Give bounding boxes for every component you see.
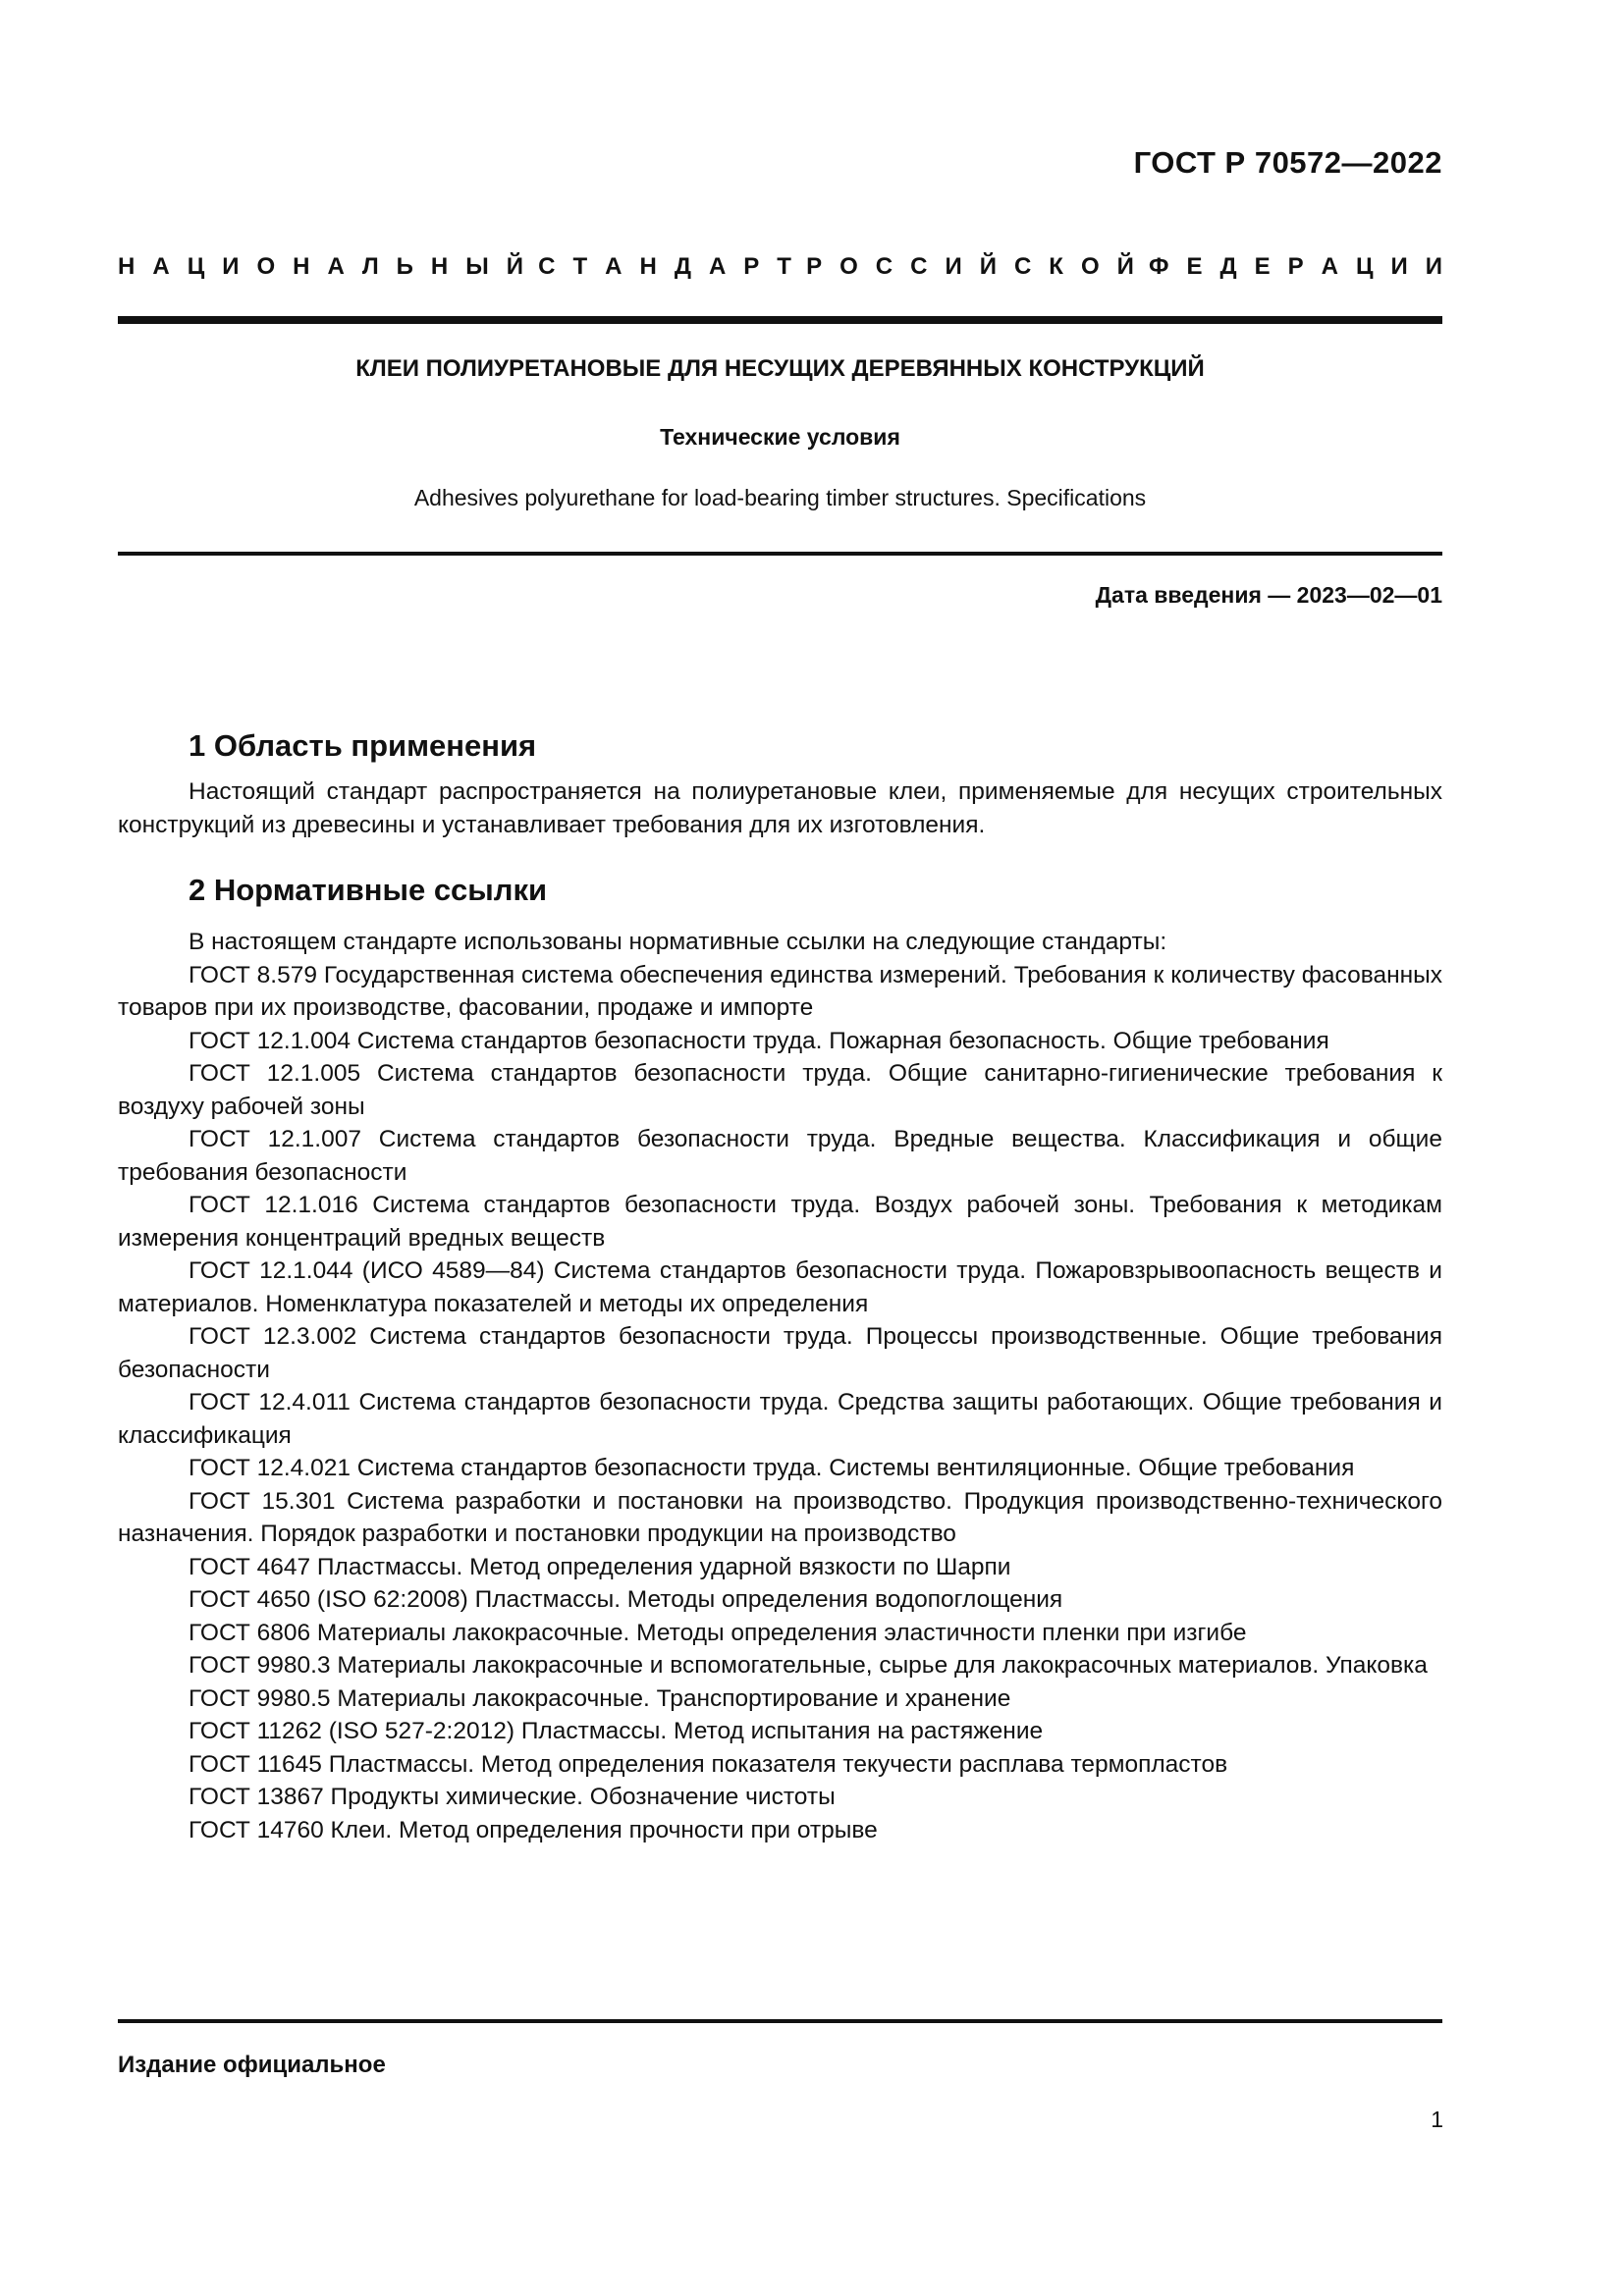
section-2-heading: 2 Нормативные ссылки	[189, 873, 548, 907]
national-standard-word: Р О С С И Й С К О Й	[806, 253, 1134, 280]
national-standard-word: С Т А Н Д А Р Т	[538, 253, 791, 280]
reference-item: ГОСТ 4647 Пластмассы. Метод определения ударной вязкости по Шарпи	[189, 1553, 1011, 1580]
reference-item: ГОСТ 14760 Клеи. Метод определения прочности при отрыве	[189, 1816, 878, 1843]
reference-item: ГОСТ 12.3.002 Система стандартов безопасности труда. Процессы производственные. Общие требования безопасности	[118, 1323, 1442, 1383]
header-rule	[118, 316, 1442, 324]
reference-item: ГОСТ 12.1.044 (ИСО 4589—84) Система стандартов безопасности труда. Пожаровзрывоопасность веществ и материалов. Номенклатура показателей и методы их определения	[118, 1257, 1442, 1317]
reference-item: ГОСТ 15.301 Система разработки и постановки на производство. Продукция производственно-технического назначения. Порядок разработки и постановки продукции на производство	[118, 1487, 1442, 1547]
national-standard-word: Ф Е Д Е Р А Ц И И	[1148, 253, 1442, 280]
section-1-text: Настоящий стандарт распространяется на полиуретановые клеи, применяемые для несущих строительных конструкций из древесины и устанавливает требования для их изготовления.	[118, 778, 1442, 838]
reference-item: ГОСТ 11262 (ISO 527-2:2012) Пластмассы. Метод испытания на растяжение	[189, 1718, 1044, 1744]
reference-item: ГОСТ 13867 Продукты химические. Обозначение чистоты	[189, 1784, 836, 1810]
reference-item: ГОСТ 8.579 Государственная система обеспечения единства измерений. Требования к количеству фасованных товаров при их производстве, фасовании, продаже и импорте	[118, 961, 1442, 1021]
document-title-english: Adhesives polyurethane for load-bearing timber structures. Specifications	[413, 485, 1147, 510]
section-2-intro: В настоящем стандарте использованы нормативные ссылки на следующие стандарты:	[189, 929, 1167, 955]
title-rule	[118, 552, 1442, 556]
document-title: КЛЕИ ПОЛИУРЕТАНОВЫЕ ДЛЯ НЕСУЩИХ ДЕРЕВЯННЫХ КОНСТРУКЦИЙ	[355, 355, 1205, 382]
section-1-heading: 1 Область применения	[189, 728, 537, 763]
national-standard-word: Н А Ц И О Н А Л Ь Н Ы Й	[118, 253, 524, 280]
reference-item: ГОСТ 6806 Материалы лакокрасочные. Методы определения эластичности пленки при изгибе	[189, 1619, 1247, 1646]
reference-item: ГОСТ 12.1.005 Система стандартов безопасности труда. Общие санитарно-гигиенические требования к воздуху рабочей зоны	[118, 1060, 1442, 1120]
reference-list	[118, 959, 1442, 1847]
introduction-date: Дата введения — 2023—02—01	[1095, 582, 1442, 608]
reference-item: ГОСТ 4650 (ISO 62:2008) Пластмассы. Методы определения водопоглощения	[189, 1586, 1063, 1613]
reference-item: ГОСТ 12.4.011 Система стандартов безопасности труда. Средства защиты работающих. Общие требования и классификация	[118, 1389, 1442, 1449]
reference-item: ГОСТ 12.4.021 Система стандартов безопасности труда. Системы вентиляционные. Общие требования	[189, 1455, 1355, 1481]
document-body	[118, 726, 1442, 1846]
reference-item: ГОСТ 9980.3 Материалы лакокрасочные и вспомогательные, сырье для лакокрасочных материалов. Упаковка	[189, 1652, 1428, 1679]
reference-item: ГОСТ 9980.5 Материалы лакокрасочные. Транспортирование и хранение	[189, 1684, 1011, 1712]
footer-rule	[118, 2019, 1442, 2023]
reference-item: ГОСТ 12.1.004 Система стандартов безопасности труда. Пожарная безопасность. Общие требования	[189, 1027, 1329, 1054]
standard-number: ГОСТ Р 70572—2022	[1133, 145, 1442, 180]
reference-item: ГОСТ 12.1.007 Система стандартов безопасности труда. Вредные вещества. Классификация и общие требования безопасности	[118, 1126, 1442, 1186]
reference-item: ГОСТ 12.1.016 Система стандартов безопасности труда. Воздух рабочей зоны. Требования к методикам измерения концентраций вредных веществ	[118, 1192, 1442, 1252]
national-standard-banner	[118, 253, 1442, 281]
reference-item: ГОСТ 11645 Пластмассы. Метод определения показателя текучести расплава термопластов	[189, 1750, 1228, 1778]
official-edition-label: Издание официальное	[118, 2052, 386, 2078]
document-subtitle: Технические условия	[660, 424, 900, 450]
page-number: 1	[1431, 2107, 1443, 2132]
